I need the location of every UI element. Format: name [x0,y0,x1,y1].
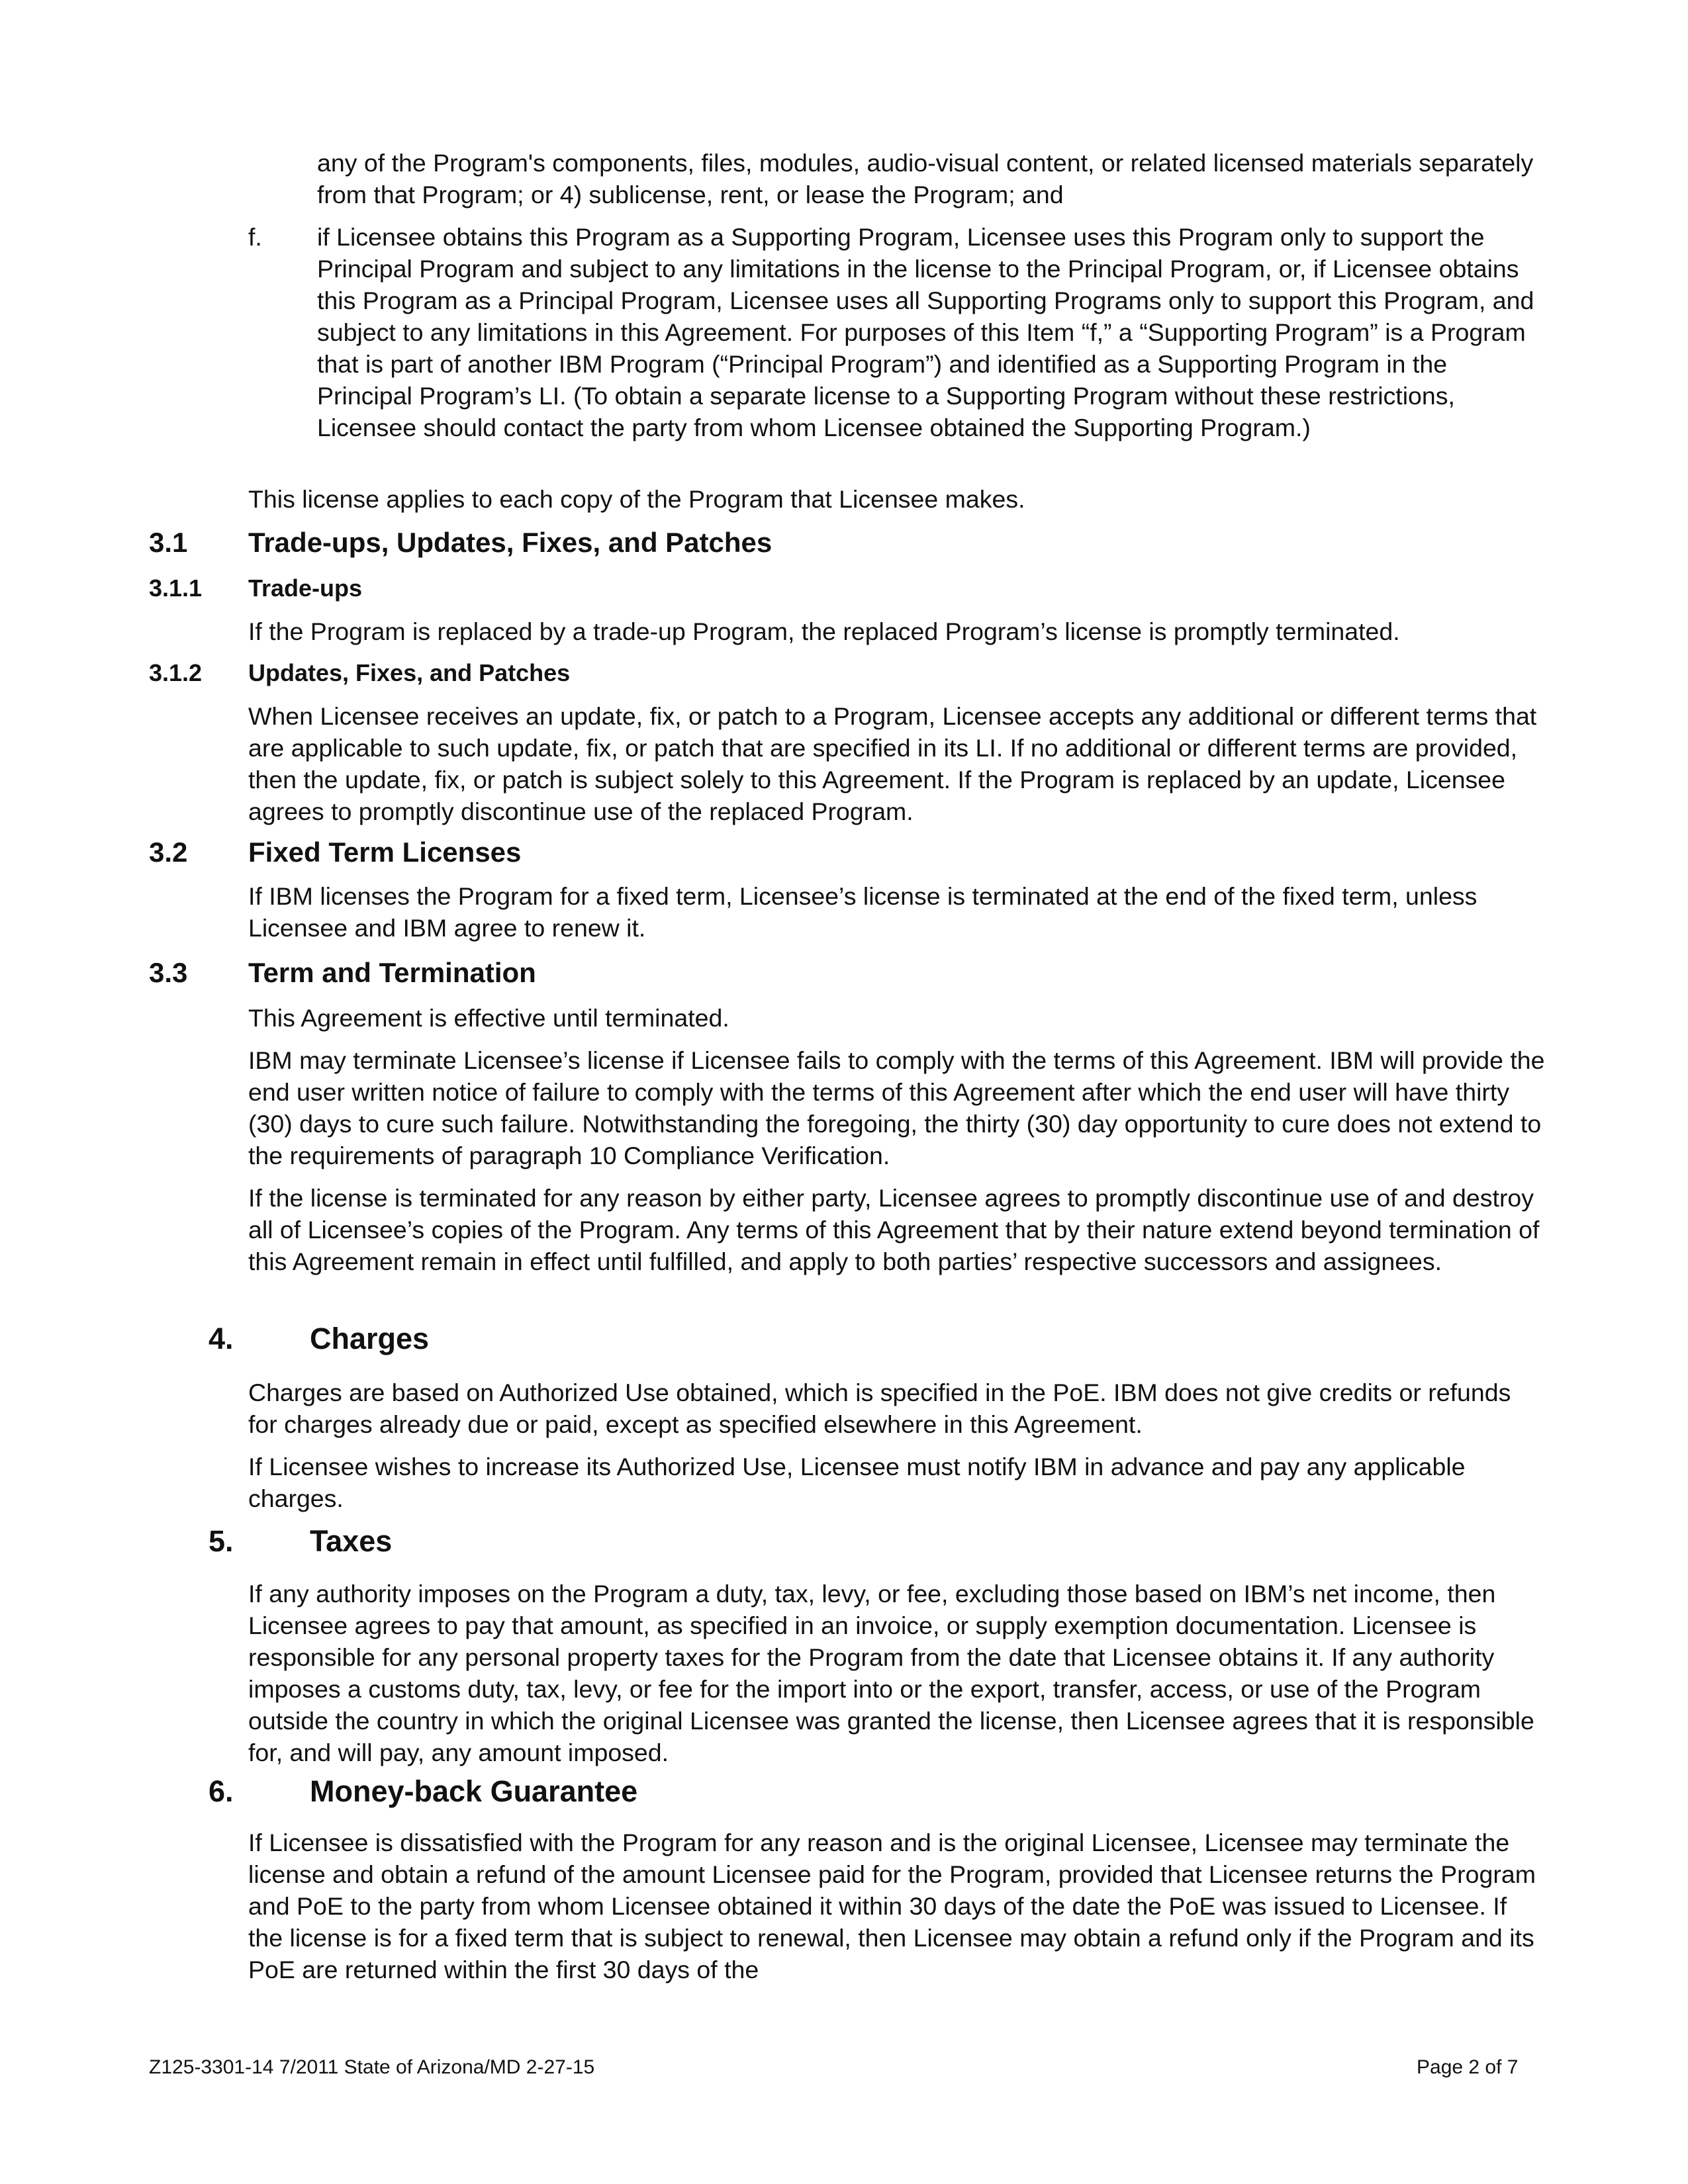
section-4-heading: Charges [310,1322,430,1355]
term-paragraph-2: IBM may terminate Licensee’s license if Licensee fails to comply with the terms of this Agreement. IBM will provide the end user written notice of failure to comply with the terms of this Agreement after which the end user will have thirty (30) days to cure such failure. Notwithstanding the foregoing, the thirty (30) day opportunity to cure does not extend to the requirements of paragraph 10 Compliance Verification. [248,1046,1545,1169]
fixed-term-paragraph: If IBM licenses the Program for a fixed term, Licensee’s license is terminated at the end of the fixed term, unless Licensee and IBM agree to renew it. [248,882,1477,942]
section-3-1-2-heading: Updates, Fixes, and Patches [248,659,571,686]
section-3-3-number: 3.3 [149,957,188,988]
section-5-heading: Taxes [310,1524,393,1558]
section-6-heading: Money-back Guarantee [310,1774,638,1808]
term-paragraph-3: If the license is terminated for any reason by either party, Licensee agrees to promptly discontinue use of and destroy all of Licensee’s copies of the Program. Any terms of this Agreement that by their nature extend beyond termination of this Agreement remain in effect until fulfilled, and apply to both parties’ respective successors and assignees. [248,1184,1540,1275]
footer-document-id: Z125-3301-14 7/2011 State of Arizona/MD 2-27-15 [149,2056,595,2078]
updates-paragraph: When Licensee receives an update, fix, or patch to a Program, Licensee accepts any additional or different terms that are applicable to such update, fix, or patch that are specified in its LI. If no additional or different terms are provided, then the update, fix, or patch is subject solely to this Agreement. If the Program is replaced by an update, Licensee agrees to promptly discontinue use of the replaced Program. [248,702,1537,825]
section-3-1-heading: Trade-ups, Updates, Fixes, and Patches [248,527,773,558]
trade-ups-paragraph: If the Program is replaced by a trade-up Program, the replaced Program’s license is promptly terminated. [248,617,1400,645]
charges-paragraph-1: Charges are based on Authorized Use obtained, which is specified in the PoE. IBM does not give credits or refunds for charges already due or paid, except as specified elsewhere in this Agreement. [248,1379,1511,1438]
section-3-1-2-number: 3.1.2 [149,659,203,686]
continuation-paragraph: any of the Program's components, files, modules, audio-visual content, or related licensed materials separately from that Program; or 4) sublicense, rent, or lease the Program; and [317,149,1534,208]
section-3-2-heading: Fixed Term Licenses [248,837,522,868]
section-5-number: 5. [209,1524,234,1558]
list-marker-f: f. [248,223,262,251]
charges-paragraph-2: If Licensee wishes to increase its Authorized Use, Licensee must notify IBM in advance and pay any applicable charges. [248,1453,1466,1512]
section-3-2-number: 3.2 [149,837,188,868]
section-3-1-number: 3.1 [149,527,188,558]
money-back-paragraph: If Licensee is dissatisfied with the Program for any reason and is the original Licensee, Licensee may terminate the license and obtain a refund of the amount Licensee paid for the Program, provided that Licensee returns the Program and PoE to the party from whom Licensee obtained it within 30 days of the date the PoE was issued to Licensee. If the license is for a fixed term that is subject to renewal, then Licensee may obtain a refund only if the Program and its PoE are returned within the first 30 days of the [248,1829,1536,1983]
list-item-f: if Licensee obtains this Program as a Supporting Program, Licensee uses this Program only to support the Principal Program and subject to any limitations in the license to the Principal Program, or, if Licensee obtains this Program as a Principal Program, Licensee uses all Supporting Programs only to support this Program, and subject to any limitations in this Agreement. For purposes of this Item “f,” a “Supporting Program” is a Program that is part of another IBM Program (“Principal Program”) and identified as a Supporting Program in the Principal Program’s LI. (To obtain a separate license to a Supporting Program without these restrictions, Licensee should contact the party from whom Licensee obtained the Supporting Program.) [317,223,1534,441]
term-paragraph-1: This Agreement is effective until terminated. [248,1004,729,1032]
section-3-3-heading: Term and Termination [248,957,536,988]
license-copy-paragraph: This license applies to each copy of the Program that Licensee makes. [248,485,1025,513]
taxes-paragraph: If any authority imposes on the Program a duty, tax, levy, or fee, excluding those based on IBM’s net income, then Licensee agrees to pay that amount, as specified in an invoice, or supply exemption documentation. Licensee is responsible for any personal property taxes for the Program from the date that Licensee obtains it. If any authority imposes a customs duty, tax, levy, or fee for the import into or the export, transfer, access, or use of the Program outside the country in which the original Licensee was granted the license, then Licensee agrees that it is responsible for, and will pay, any amount imposed. [248,1580,1534,1766]
footer-page-number: Page 2 of 7 [1417,2056,1519,2078]
section-4-number: 4. [209,1322,234,1355]
section-3-1-1-number: 3.1.1 [149,574,203,602]
section-6-number: 6. [209,1774,234,1808]
section-3-1-1-heading: Trade-ups [248,574,363,602]
